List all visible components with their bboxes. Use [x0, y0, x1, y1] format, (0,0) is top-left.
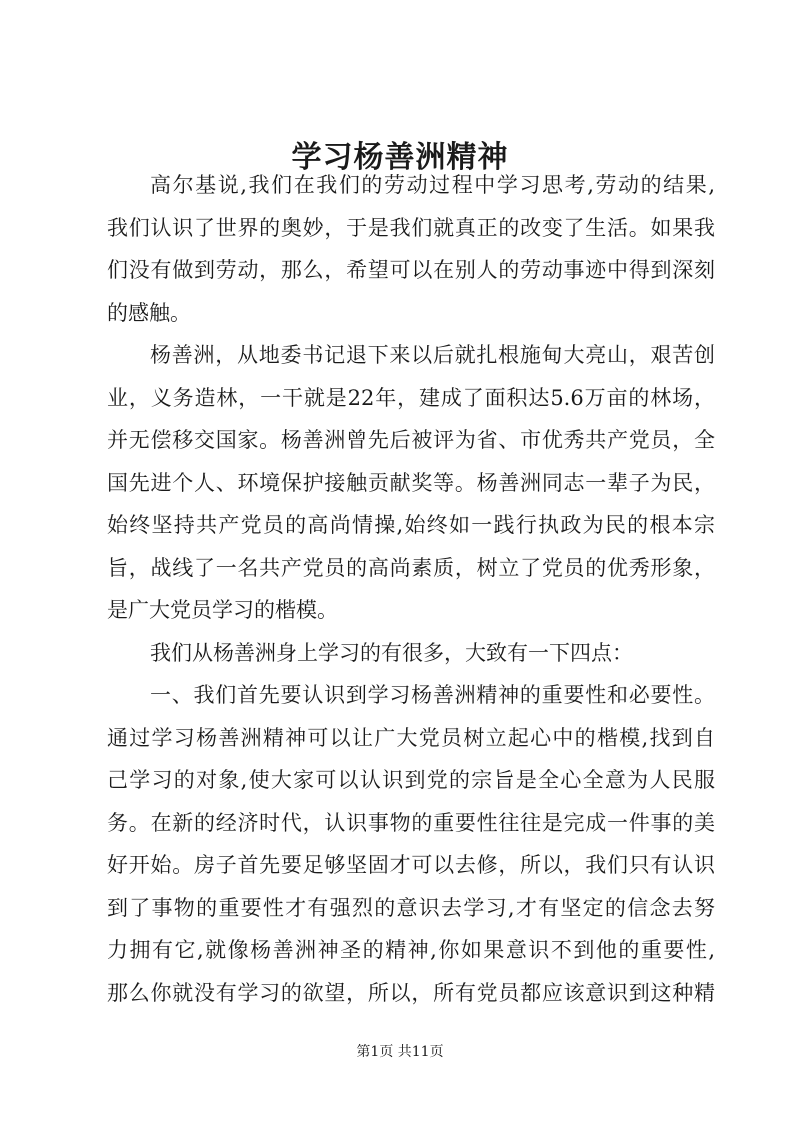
text-line: 那么你就没有学习的欲望，所以，所有党员都应该意识到这种精	[107, 980, 715, 1005]
text-line: 国先进个人、环境保护接触贡献奖等。杨善洲同志一辈子为民，	[107, 470, 715, 495]
text-line: 我们认识了世界的奥妙，于是我们就真正的改变了生活。如果我	[107, 215, 715, 240]
text-line: 旨，战线了一名共产党员的高尚素质，树立了党员的优秀形象，	[107, 555, 715, 580]
text-line: 并无偿移交国家。杨善洲曾先后被评为省、市优秀共产党员，全	[107, 428, 715, 452]
paragraph	[107, 674, 715, 1014]
text-line: 始终坚持共产党员的高尚情操,始终如一践行执政为民的根本宗	[107, 513, 715, 537]
text-line: 力拥有它,就像杨善洲神圣的精神,你如果意识不到他的重要性,	[107, 938, 715, 962]
paragraph	[107, 164, 715, 334]
text-line: 好开始。房子首先要足够坚固才可以去修，所以，我们只有认识	[107, 853, 715, 877]
paragraph	[107, 334, 715, 632]
text-line: 杨善洲，从地委书记退下来以后就扎根施甸大亮山，艰苦创	[150, 343, 715, 367]
page-number-footer: 第1页 共11页	[356, 1044, 444, 1060]
paragraph	[107, 632, 715, 675]
text-line: 业，义务造林，一干就是22年，建成了面积达5.6万亩的林场，	[107, 385, 715, 410]
document-body	[107, 164, 715, 1014]
text-line: 务。在新的经济时代，认识事物的重要性往往是完成一件事的美	[107, 810, 715, 835]
text-line: 们没有做到劳动，那么，希望可以在别人的劳动事迹中得到深刻	[107, 258, 715, 282]
text-line: 我们从杨善洲身上学习的有很多，大致有一下四点：	[150, 640, 633, 665]
text-line: 到了事物的重要性才有强烈的意识去学习,才有坚定的信念去努	[107, 895, 715, 920]
text-line: 通过学习杨善洲精神可以让广大党员树立起心中的楷模,找到自	[107, 725, 715, 750]
text-line: 己学习的对象,使大家可以认识到党的宗旨是全心全意为人民服	[107, 768, 715, 792]
text-line: 是广大党员学习的楷模。	[107, 598, 338, 622]
document-title: 学习杨善洲精神	[291, 140, 509, 175]
text-line: 高尔基说,我们在我们的劳动过程中学习思考,劳动的结果,	[150, 173, 715, 197]
text-line: 的感触。	[107, 300, 191, 325]
text-line: 一、我们首先要认识到学习杨善洲精神的重要性和必要性。	[150, 683, 715, 707]
